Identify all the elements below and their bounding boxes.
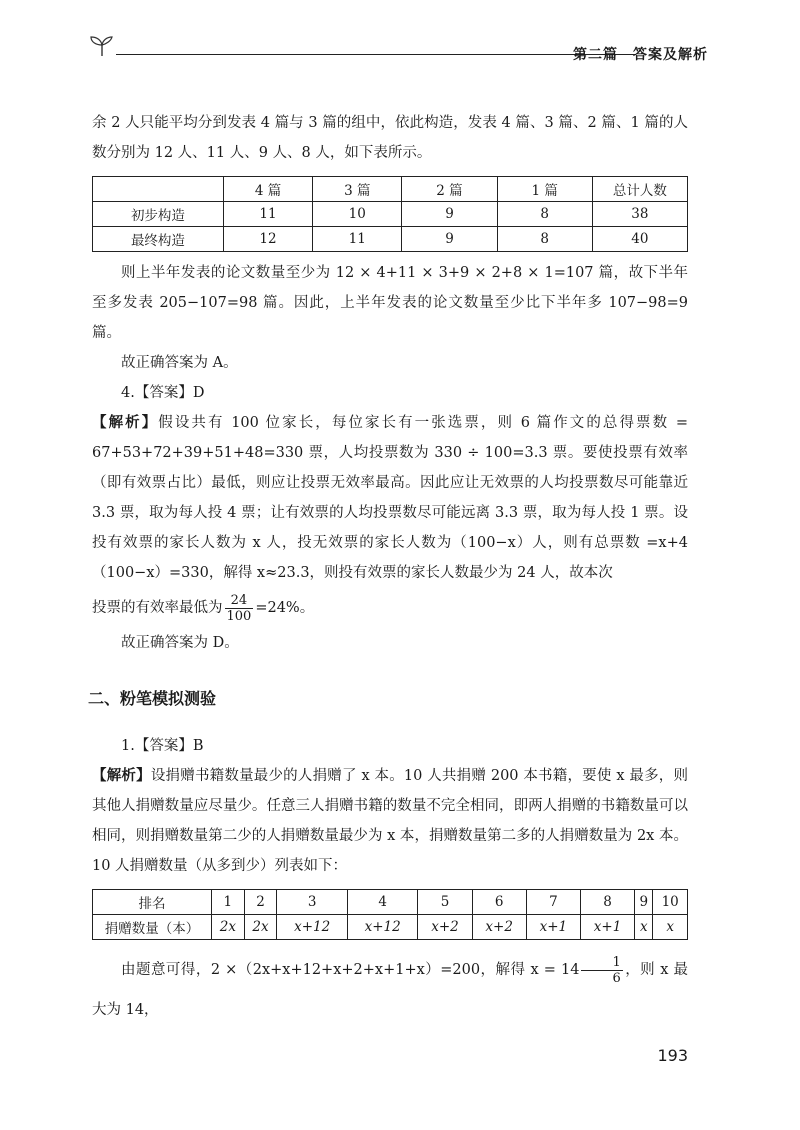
paragraph: 余 2 人只能平均分到发表 4 篇与 3 篇的组中，依此构造，发表 4 篇、3 篇、2 篇、1 篇的人数分别为 12 人、11 人、9 人、8 人，如下表所示。 <box>92 115 688 161</box>
section-title: 二、粉笔模拟测验 <box>88 689 217 708</box>
text-span: 投票的有效率最低为 <box>92 600 223 616</box>
table-cell: 11 <box>223 202 312 227</box>
table-cell: 4 篇 <box>223 177 312 202</box>
table-cell: 最终构造 <box>93 227 224 252</box>
table-cell: 5 <box>418 890 472 915</box>
analysis-text: 假设共有 100 位家长，每位家长有一张选票，则 6 篇作文的总得票数 = 67+53+72+39+51+48=330 票，人均投票数为 330 ÷ 100=3.3 票。要使投票有效率（即有效票占比）最低，则应让投票无效率最高。因此应让无效票的人均投票数尽可能靠近 3.3 票，取为每人投 4 票；让有效票的人均投票数尽可能远离 3.3 票，取为每人投 1 票。设投有效票的家长人数为 x 人，投无效票的家长人数为（100−x）人，则有总票数 =x+4（100−x）=330，解得 x≈23.3，则投有效票的家长人数最少为 24 人，故本次 <box>92 415 688 581</box>
page-number: 193 <box>657 1046 688 1065</box>
table-cell <box>93 177 224 202</box>
analysis-label: 【解析】 <box>92 415 159 431</box>
analysis-paragraph <box>92 761 688 881</box>
table-cell: 8 <box>497 227 592 252</box>
table-cell: 40 <box>592 227 687 252</box>
table-cell: 9 <box>402 202 497 227</box>
page-content <box>88 108 688 1030</box>
text-span: =24%。 <box>255 600 315 616</box>
table-row <box>93 227 688 252</box>
table-cell: x+2 <box>418 915 472 940</box>
table-cell: x+1 <box>580 915 634 940</box>
analysis-text: 设捐赠书籍数量最少的人捐赠了 x 本。10 人共捐赠 200 本书籍，要使 x 最多，则其他人捐赠数量应尽量少。任意三人捐赠书籍的数量不完全相同，即两人捐赠的书籍数量可以相同，则捐赠数量第二少的人捐赠数量最少为 x 本，捐赠数量第二多的人捐赠数量为 2x 本。10 人捐赠数量（从多到少）列表如下： <box>92 768 688 874</box>
table-cell: x <box>653 915 688 940</box>
table-cell: 10 <box>653 890 688 915</box>
paragraph: 故正确答案为 D。 <box>121 635 239 651</box>
answer-line: 4.【答案】D <box>121 385 205 401</box>
table-cell: x+2 <box>472 915 526 940</box>
paragraph <box>92 950 688 1030</box>
table-header-row <box>93 890 688 915</box>
paragraph: 故正确答案为 A。 <box>121 355 238 371</box>
table-cell: 2 篇 <box>402 177 497 202</box>
table-header-row <box>93 177 688 202</box>
table-cell: 9 <box>635 890 653 915</box>
paragraph <box>92 588 688 628</box>
table-cell: 1 篇 <box>497 177 592 202</box>
analysis-paragraph <box>92 408 688 588</box>
fraction-denominator: 6 <box>612 970 621 986</box>
table-cell: 总计人数 <box>592 177 687 202</box>
table-cell: 3 <box>277 890 348 915</box>
table-row <box>93 202 688 227</box>
answer-line: 1.【答案】B <box>121 738 204 754</box>
table-cell: x+12 <box>347 915 418 940</box>
table-cell: 排名 <box>93 890 212 915</box>
table-cell: x+1 <box>526 915 580 940</box>
table-cell: 1 <box>212 890 245 915</box>
table-cell: x <box>635 915 653 940</box>
table-cell: 捐赠数量（本） <box>93 915 212 940</box>
fraction-numerator: 24 <box>225 593 254 609</box>
construction-table <box>92 176 688 252</box>
fraction <box>581 955 622 986</box>
table-cell: 6 <box>472 890 526 915</box>
table-cell: 2 <box>244 890 277 915</box>
table-cell: 8 <box>497 202 592 227</box>
text-span: 由题意可得，2 ×（2x+x+12+x+2+x+1+x）=200，解得 x = 14 <box>121 962 580 978</box>
table-cell: 9 <box>402 227 497 252</box>
table-cell: 7 <box>526 890 580 915</box>
table-cell: 10 <box>313 202 402 227</box>
table-cell: 2x <box>212 915 245 940</box>
table-cell: 初步构造 <box>93 202 224 227</box>
table-cell: x+12 <box>277 915 348 940</box>
text-span: ，则 x 最大为 14， <box>92 962 688 1018</box>
table-row <box>93 915 688 940</box>
page-header <box>88 30 708 70</box>
fraction-denominator: 100 <box>226 608 252 624</box>
fraction-numerator: 1 <box>581 955 622 971</box>
analysis-label: 【解析】 <box>92 768 151 784</box>
fraction <box>225 593 254 624</box>
table-cell: 3 篇 <box>313 177 402 202</box>
table-cell: 11 <box>313 227 402 252</box>
header-title: 第二篇 答案及解析 <box>573 47 708 63</box>
sprout-icon <box>88 34 116 58</box>
table-cell: 4 <box>347 890 418 915</box>
header-rule <box>116 54 636 55</box>
donation-table <box>92 889 688 940</box>
paragraph: 则上半年发表的论文数量至少为 12 × 4+11 × 3+9 × 2+8 × 1=107 篇，故下半年至多发表 205−107=98 篇。因此，上半年发表的论文数量至少比下半年多 107−98=9 篇。 <box>92 265 688 341</box>
table-cell: 2x <box>244 915 277 940</box>
table-cell: 12 <box>223 227 312 252</box>
table-cell: 8 <box>580 890 634 915</box>
table-cell: 38 <box>592 202 687 227</box>
